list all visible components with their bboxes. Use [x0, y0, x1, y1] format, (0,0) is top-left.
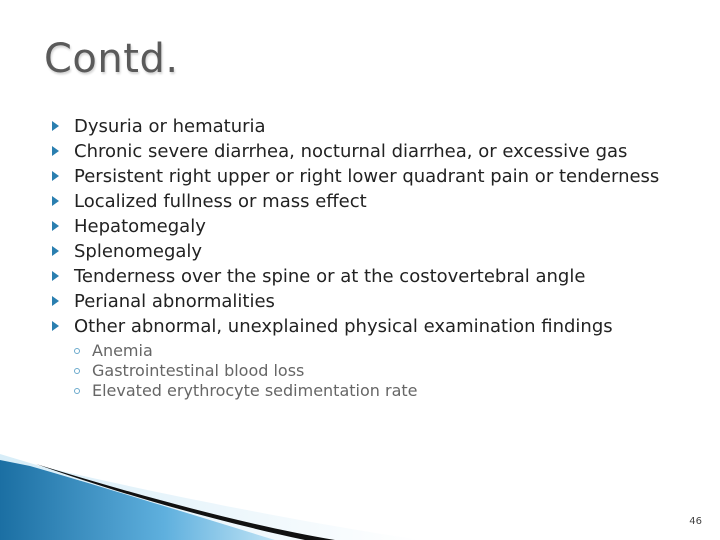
bullet-text: Localized fullness or mass effect: [74, 191, 367, 212]
page-number: 46: [689, 516, 702, 527]
list-item: [50, 216, 680, 238]
bullet-text: Chronic severe diarrhea, nocturnal diarrhea, or excessive gas: [74, 141, 628, 162]
sub-list-item: [50, 341, 680, 361]
list-item: [50, 191, 680, 213]
list-item: [50, 316, 680, 338]
bullet-text: Perianal abnormalities: [74, 291, 275, 312]
bullet-text: Persistent right upper or right lower quadrant pain or tenderness: [74, 166, 660, 187]
list-item: [50, 291, 680, 313]
triangle-bullet-icon: [52, 221, 59, 231]
sub-bullet-text: Elevated erythrocyte sedimentation rate: [92, 381, 418, 400]
bullet-text: Dysuria or hematuria: [74, 116, 266, 137]
list-item: [50, 166, 680, 188]
triangle-bullet-icon: [52, 121, 59, 131]
triangle-bullet-icon: [52, 146, 59, 156]
triangle-bullet-icon: [52, 271, 59, 281]
bullet-text: Tenderness over the spine or at the costovertebral angle: [74, 266, 586, 287]
sub-list-item: [50, 361, 680, 381]
bullet-text: Hepatomegaly: [74, 216, 206, 237]
bullet-text: Other abnormal, unexplained physical examination findings: [74, 316, 613, 337]
bullet-list: [50, 116, 680, 401]
slide-title: Contd.: [44, 36, 179, 82]
triangle-bullet-icon: [52, 296, 59, 306]
blue-swoosh-shape: [0, 460, 275, 540]
sub-bullet-text: Anemia: [92, 341, 153, 360]
list-item: [50, 266, 680, 288]
sub-bullet-text: Gastrointestinal blood loss: [92, 361, 305, 380]
bullet-text: Splenomegaly: [74, 241, 203, 262]
triangle-bullet-icon: [52, 321, 59, 331]
list-item: [50, 116, 680, 138]
list-item: [50, 241, 680, 263]
circle-bullet-icon: [74, 348, 80, 354]
decorative-swoosh: [0, 452, 720, 540]
circle-bullet-icon: [74, 368, 80, 374]
triangle-bullet-icon: [52, 196, 59, 206]
triangle-bullet-icon: [52, 171, 59, 181]
triangle-bullet-icon: [52, 246, 59, 256]
list-item: [50, 141, 680, 163]
sub-list-item: [50, 381, 680, 401]
circle-bullet-icon: [74, 388, 80, 394]
